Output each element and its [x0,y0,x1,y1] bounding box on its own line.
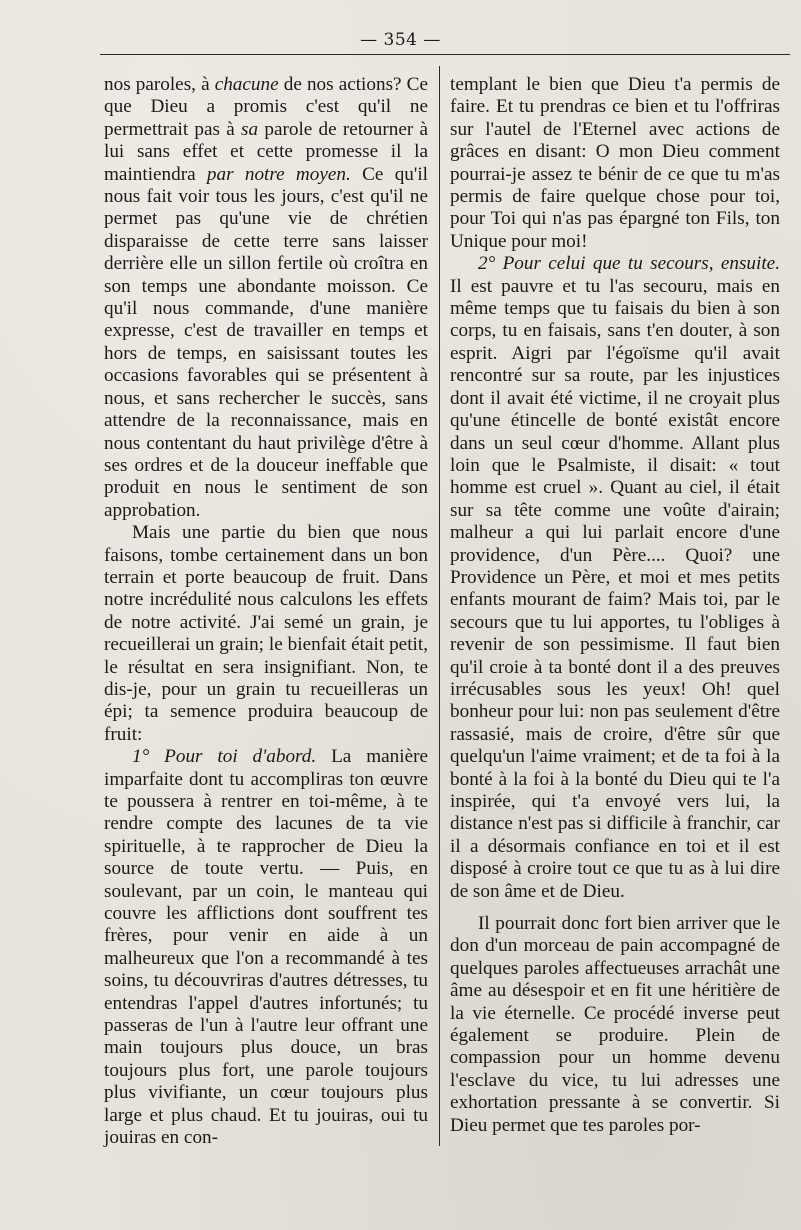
text-run: Ce qu'il nous fait voir tous les jours, c'est qu'il ne permet pas qu'une vie de chrétien disparaisse de cette terre sans laisser derrière elle un sillon fertile où croîtra en son temps une abondante moisson. Ce qu'il nous commande, d'une manière expresse, c'est de travailler en temps et hors de temps, en saisissant toutes les occasions favorables qui se présentent à nous, et sans rechercher le succès, sans attendre de la reconnaissance, mais en nous contentant du haut privilège d'être à ses ordres et de la douceur ineffable que produit en nous le sentiment de son approbation. [104,163,428,521]
text-run: de nos actions? Ce que Dieu a promis c'est qu'il ne permettrait pas à [104,74,428,140]
italic-run: par notre moyen. [206,163,351,185]
text-run: La manière imparfaite dont tu accompliras ton œuvre te poussera à rentrer en toi-même, à te rendre compte des lacunes de ta vie spirituelle, à te rapprocher de Dieu la source de toute vertu. — Puis, en soulevant, par un coin, le manteau qui couvre les afflictions dont souffrent tes frères, pour venir en aide à un malheureux que l'on a recommandé à tes soins, tu découvriras d'autres détresses, tu entendras l'appel d'autres infortunés; tu passeras de l'un à l'autre leur offrant une main toujours plus douce, un bras toujours plus fort, une parole toujours plus vivifiante, un cœur toujours plus large et plus chaud. Et tu jouiras, oui tu jouiras en con- [104,746,428,1149]
paragraph: templant le bien que Dieu t'a permis de faire. Et tu prendras ce bien et tu l'offriras sur l'autel de l'Eternel avec actions de grâces en disant: O mon Dieu comment pourrai-je assez te bénir de ce que tu m'as permis de faire quelque chose pour toi, pour Toi qui n'as pas épargné ton Fils, ton Unique pour moi! [450,74,780,252]
right-column [450,74,780,1137]
section-heading: 1° Pour toi d'abord. [132,746,317,768]
section-heading: 2° Pour celui que tu secours, ensuite. [478,253,780,275]
column-divider [439,66,440,1146]
paragraph [450,253,780,903]
header-rule [100,54,790,55]
italic-run: sa [241,118,259,140]
text-run: nos paroles, à [104,74,215,95]
paragraph: Mais une partie du bien que nous faisons, tombe certainement dans un bon terrain et porte beaucoup de fruit. Dans notre incrédulité nous calculons les effets de notre activité. J'ai semé un grain, je recueillerai un grain; le bienfait était petit, le résultat en sera insignifiant. Non, te dis-je, pour un grain tu recueilleras un épi; ta semence produira beaucoup de fruit: [104,522,428,745]
text-run: parole de retourner à lui sans effet et cette promesse il la maintiendra [104,118,428,185]
italic-run: chacune [214,74,279,95]
paragraph [104,746,428,1149]
text-run: Il est pauvre et tu l'as secouru, mais en même temps que tu faisais du bien à son corps, tu en faisais, sans t'en douter, à son esprit. Aigri par l'égoïsme qu'il avait rencontré sur sa route, par les injustices dont il avait été victime, il ne croyait plus qu'une étincelle de bonté existât encore dans un seul cœur d'homme. Allant plus loin que le Psalmiste, il disait: « tout homme est cruel ». Quant au ciel, il était sur sa tête comme une voûte d'airain; malheur a qui lui parlait encore d'une providence, d'un Père.... Quoi? une Providence un Père, et moi et mes petits enfants mourant de faim? Mais toi, par le secours que tu lui apportes, tu l'obliges à revenir de son pessimisme. Il faut bien qu'il croie à ta bonté dont il a des preuves irrécusables sous les yeux! Oh! quel bonheur pour lui: non pas seulement d'être rassasié, mais de croire, d'être sûr que quelqu'un l'aime vraiment; et de ta foi à la bonté à la foi à la bonté du Dieu qui te l'a inspirée, qui t'a envoyé vers lui, la distance n'est pas si difficile à franchir, car il a désormais confiance en toi et il est disposé à croire tout ce que tu as à lui dire de son âme et de Dieu. [450,275,780,902]
paragraph [104,74,428,522]
paragraph: Il pourrait donc fort bien arriver que le don d'un morceau de pain accompagné de quelques paroles affectueuses arrachât une âme au désespoir et en fit une héritière de la vie éternelle. Ce procédé inverse peut également se produire. Plein de compassion pour un homme devenu l'esclave du vice, tu lui adresses une exhortation pressante à se convertir. Si Dieu permet que tes paroles por- [450,913,780,1136]
left-column [104,74,428,1150]
page-number: — 354 — [360,30,441,50]
